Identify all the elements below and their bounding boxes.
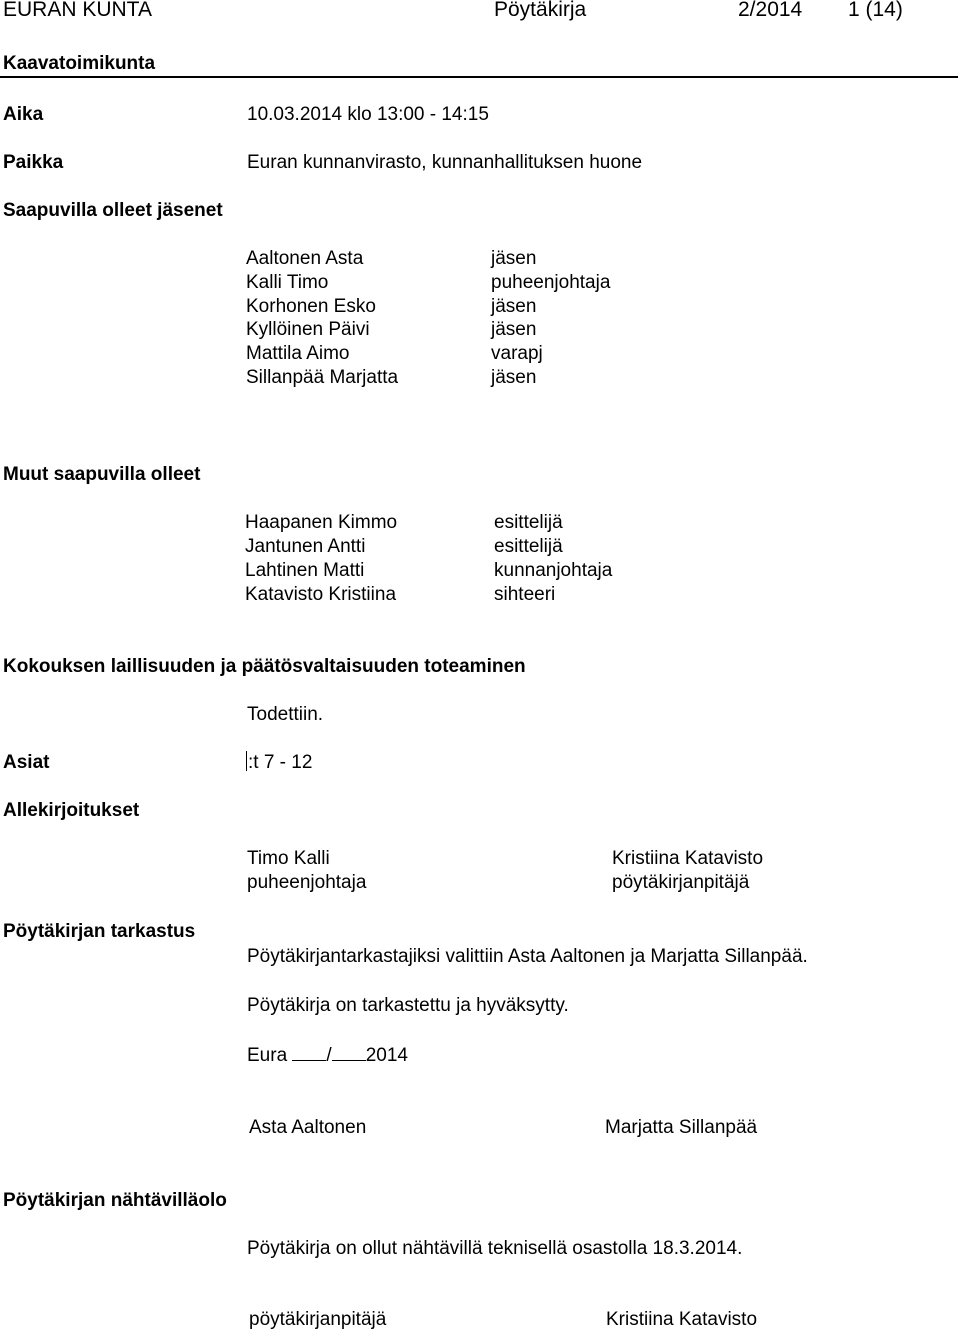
- matters-value: [246, 751, 312, 775]
- display-label: Pöytäkirjan nähtävilläolo: [3, 1190, 227, 1211]
- review-place: Eura: [247, 1045, 288, 1066]
- matters-range: :t 7 - 12: [248, 752, 313, 773]
- secretary-title: pöytäkirjanpitäjä: [612, 872, 750, 893]
- committee-name: Kaavatoimikunta: [3, 53, 156, 74]
- date-slash: /: [326, 1045, 332, 1066]
- place-label: Paikka: [3, 152, 64, 173]
- review-approved-text: Pöytäkirja on tarkastettu ja hyväksytty.: [247, 995, 569, 1016]
- members-label: Saapuvilla olleet jäsenet: [3, 200, 223, 221]
- member-name: Mattila Aimo: [246, 343, 350, 364]
- member-role: puheenjohtaja: [491, 272, 611, 293]
- member-role: jäsen: [491, 367, 537, 388]
- member-role: varapj: [491, 343, 543, 364]
- member-name: Korhonen Esko: [246, 296, 376, 317]
- review-label: Pöytäkirjan tarkastus: [3, 921, 196, 942]
- member-name: Sillanpää Marjatta: [246, 367, 399, 388]
- review-date-line: [247, 1042, 408, 1068]
- document-type: Pöytäkirja: [494, 0, 587, 21]
- other-name: Lahtinen Matti: [245, 560, 365, 581]
- other-role: kunnanjohtaja: [494, 560, 613, 581]
- member-role: jäsen: [491, 319, 537, 340]
- municipality-name: EURAN KUNTA: [3, 0, 152, 21]
- member-role: jäsen: [491, 248, 537, 269]
- chair-title: puheenjohtaja: [247, 872, 367, 893]
- inspector-2-name: Marjatta Sillanpää: [605, 1117, 758, 1138]
- other-role: esittelijä: [494, 512, 563, 533]
- legality-value: Todettiin.: [247, 704, 324, 725]
- text-cursor: [246, 751, 247, 771]
- review-year: 2014: [365, 1045, 408, 1066]
- other-role: esittelijä: [494, 536, 563, 557]
- inspector-1-name: Asta Aaltonen: [249, 1117, 367, 1138]
- others-label: Muut saapuvilla olleet: [3, 464, 201, 485]
- display-text: Pöytäkirja on ollut nähtävillä teknisellä osastolla 18.3.2014.: [247, 1238, 743, 1259]
- member-name: Kyllöinen Päivi: [246, 319, 370, 340]
- header-rule: [0, 76, 958, 78]
- other-name: Katavisto Kristiina: [245, 584, 397, 605]
- legality-label: Kokouksen laillisuuden ja päätösvaltaisuuden toteaminen: [3, 656, 526, 677]
- day-blank: [292, 1042, 326, 1061]
- member-role: jäsen: [491, 296, 537, 317]
- time-value: 10.03.2014 klo 13:00 - 14:15: [247, 104, 489, 125]
- document-number: 2/2014: [738, 0, 803, 21]
- signatures-label: Allekirjoitukset: [3, 800, 140, 821]
- matters-label: Asiat: [3, 752, 50, 773]
- place-value: Euran kunnanvirasto, kunnanhallituksen huone: [247, 152, 643, 173]
- display-signer-name: Kristiina Katavisto: [606, 1309, 758, 1330]
- member-name: Kalli Timo: [246, 272, 329, 293]
- display-signer-title: pöytäkirjanpitäjä: [249, 1309, 387, 1330]
- time-label: Aika: [3, 104, 44, 125]
- review-inspectors-text: Pöytäkirjantarkastajiksi valittiin Asta Aaltonen ja Marjatta Sillanpää.: [247, 946, 808, 967]
- member-name: Aaltonen Asta: [246, 248, 364, 269]
- other-role: sihteeri: [494, 584, 556, 605]
- page-number: 1 (14): [848, 0, 903, 21]
- secretary-name: Kristiina Katavisto: [612, 848, 764, 869]
- month-blank: [332, 1042, 366, 1061]
- other-name: Jantunen Antti: [245, 536, 366, 557]
- other-name: Haapanen Kimmo: [245, 512, 398, 533]
- chair-name: Timo Kalli: [247, 848, 330, 869]
